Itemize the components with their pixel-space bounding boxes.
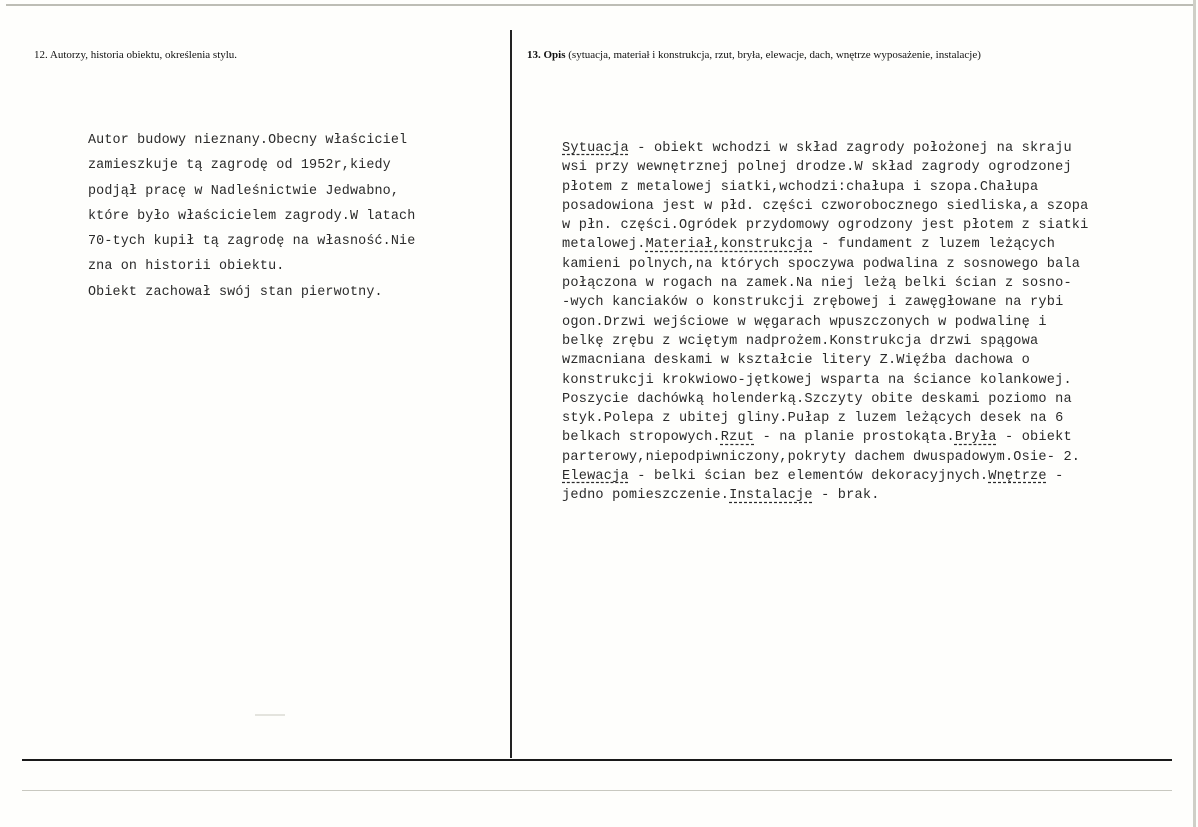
text-line: zamieszkuje tą zagrodę od 1952r,kiedy [88, 158, 391, 174]
text-line: wzmacniana deskami w kształcie litery Z.Więźba dachowa o [562, 353, 1031, 369]
text-line [562, 428, 1187, 447]
authors-history-text [88, 128, 415, 305]
bottom-rule [22, 759, 1172, 761]
text-fragment: jedno pomieszczenie. [562, 488, 730, 504]
text-line: wsi przy wewnętrznej polnej drodze.W skład zagrody ogrodzonej [562, 160, 1072, 176]
term-rzut: Rzut [720, 430, 755, 446]
text-line: w płn. części.Ogródek przydomowy ogrodzony jest płotem z siatki [562, 218, 1089, 234]
section-13-number: 13. [527, 49, 541, 61]
text-line: Poszycie dachówką holenderką.Szczyty obite deskami poziomo na [562, 391, 1072, 407]
text-fragment: metalowej. [562, 237, 646, 253]
text-line: styk.Polepa z ubitej gliny.Pułap z luzem leżących desek na 6 [562, 411, 1064, 427]
text-line: podjął pracę w Nadleśnictwie Jedwabno, [88, 183, 400, 199]
faint-mark [255, 714, 285, 716]
text-fragment: - obiekt wchodzi w skład zagrody położonej na skraju [628, 141, 1072, 156]
text-line [562, 486, 1187, 505]
right-edge-shadow [1193, 0, 1196, 827]
text-line [562, 139, 1187, 158]
bottom-rule-faint [22, 790, 1172, 791]
section-13-title: Opis [543, 49, 566, 61]
section-12-header: 12. Autorzy, historia obiektu, określenia stylu. [34, 49, 238, 61]
text-fragment: - fundament z luzem leżących [812, 237, 1056, 253]
text-line: 70-tych kupił tą zagrodę na własność.Nie [88, 234, 416, 250]
text-line: -wych kanciaków o konstrukcji zrębowej i zawęgłowane na rybi [562, 295, 1064, 311]
section-13-subtitle: (sytuacja, materiał i konstrukcja, rzut, bryła, elewacje, dach, wnętrze wyposażenie, instalacje) [568, 49, 981, 61]
term-material-konstrukcja: Materiał,konstrukcja [645, 237, 813, 253]
text-fragment: - na planie prostokąta. [754, 430, 955, 446]
text-fragment: - belki ścian bez elementów dekoracyjnych. [628, 469, 989, 485]
text-line: ogon.Drzwi wejściowe w węgarach wpuszczonych w podwalinę i [562, 314, 1047, 330]
text-fragment: - obiekt [996, 430, 1072, 446]
text-line: Obiekt zachował swój stan pierwotny. [88, 284, 383, 300]
text-line: które było właścicielem zagrody.W latach [88, 208, 416, 224]
text-line [562, 467, 1187, 486]
text-line: zna on historii obiektu. [88, 259, 285, 275]
text-line: połączona w rogach na zamek.Na niej leżą belki ścian z sosno- [562, 276, 1072, 292]
text-line: posadowiona jest w płd. części czworobocznego siedliska,a szopa [562, 198, 1089, 214]
text-line: Autor budowy nieznany.Obecny właściciel [88, 133, 408, 148]
text-line: konstrukcji krokwiowo-jętkowej wsparta na ściance kolankowej. [562, 372, 1072, 388]
text-line: parterowy,niepodpiwniczony,pokryty dachem dwuspadowym.Osie- 2. [562, 449, 1081, 465]
text-fragment: - brak. [812, 488, 880, 504]
text-line [562, 235, 1187, 254]
text-fragment: belkach stropowych. [562, 430, 721, 446]
text-fragment: - [1046, 469, 1064, 485]
text-line: kamieni polnych,na których spoczywa podwalina z sosnowego bala [562, 256, 1081, 272]
term-sytuacja: Sytuacja [562, 141, 629, 156]
column-divider [510, 30, 512, 758]
description-text [562, 139, 1187, 506]
term-bryla: Bryła [954, 430, 997, 446]
section-13-header [527, 49, 981, 61]
top-edge-line [6, 4, 1194, 6]
term-instalacje: Instalacje [729, 488, 813, 504]
term-wnetrze: Wnętrze [988, 469, 1047, 485]
text-line: belkę zrębu z wciętym nadprożem.Konstrukcja drzwi spągowa [562, 333, 1039, 349]
term-elewacja: Elewacja [562, 469, 629, 485]
text-line: płotem z metalowej siatki,wchodzi:chałupa i szopa.Chałupa [562, 179, 1039, 195]
